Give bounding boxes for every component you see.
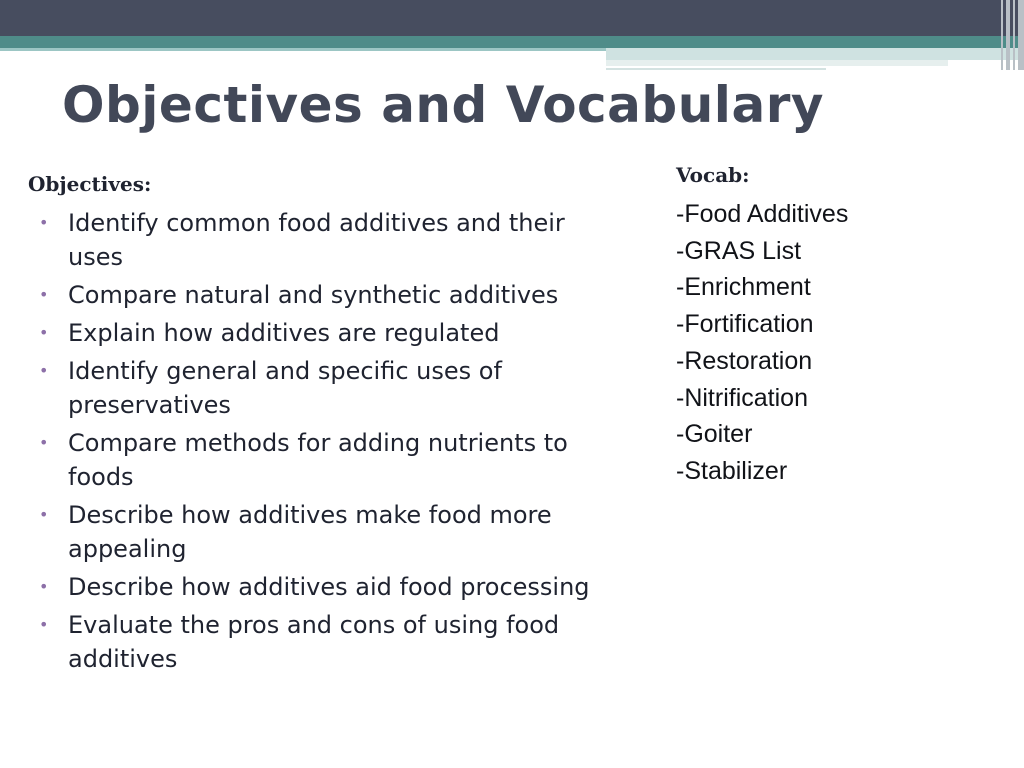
vocab-heading: Vocab:	[676, 163, 750, 187]
slide-title: Objectives and Vocabulary	[62, 76, 824, 134]
header-band-dark	[0, 0, 1024, 36]
vocab-item: -Nitrification	[676, 383, 808, 412]
header-accent-line-thin	[606, 68, 826, 70]
vocab-item: -Fortification	[676, 310, 814, 339]
bullet-icon: •	[39, 323, 49, 342]
vocab-item: -Enrichment	[676, 273, 811, 302]
header-band-light	[0, 48, 610, 51]
objective-item: • Describe how additives make food more appealing	[36, 498, 626, 566]
vocab-item: -Food Additives	[676, 200, 849, 228]
bullet-icon: •	[39, 361, 49, 380]
vocab-item: -Goiter	[676, 420, 753, 449]
bullet-icon: •	[39, 213, 49, 232]
objective-item: • Identify general and specific uses of preservatives	[36, 354, 626, 422]
objective-item: • Compare methods for adding nutrients to foods	[36, 426, 626, 494]
vocab-list	[676, 196, 1006, 490]
vocab-item: -Stabilizer	[676, 456, 788, 485]
edge-stripes	[994, 0, 1024, 70]
objective-item: • Evaluate the pros and cons of using food additives	[36, 608, 626, 676]
bullet-icon: •	[39, 433, 49, 452]
bullet-icon: •	[39, 285, 49, 304]
bullet-icon: •	[39, 577, 49, 596]
objective-item: • Identify common food additives and their uses	[36, 206, 626, 274]
header-band-light-right	[606, 48, 1024, 60]
vocab-item: -Restoration	[676, 346, 813, 375]
header-band-teal	[0, 36, 1024, 48]
objective-item: • Describe how additives aid food processing	[36, 570, 626, 604]
bullet-icon: •	[39, 615, 49, 634]
header-accent-line	[606, 60, 948, 66]
bullet-icon: •	[39, 505, 49, 524]
objective-item: • Compare natural and synthetic additives	[36, 278, 626, 312]
objectives-heading: Objectives:	[28, 172, 152, 196]
objectives-list	[36, 206, 626, 680]
vocab-item: -GRAS List	[676, 236, 802, 265]
objective-item: • Explain how additives are regulated	[36, 316, 626, 350]
